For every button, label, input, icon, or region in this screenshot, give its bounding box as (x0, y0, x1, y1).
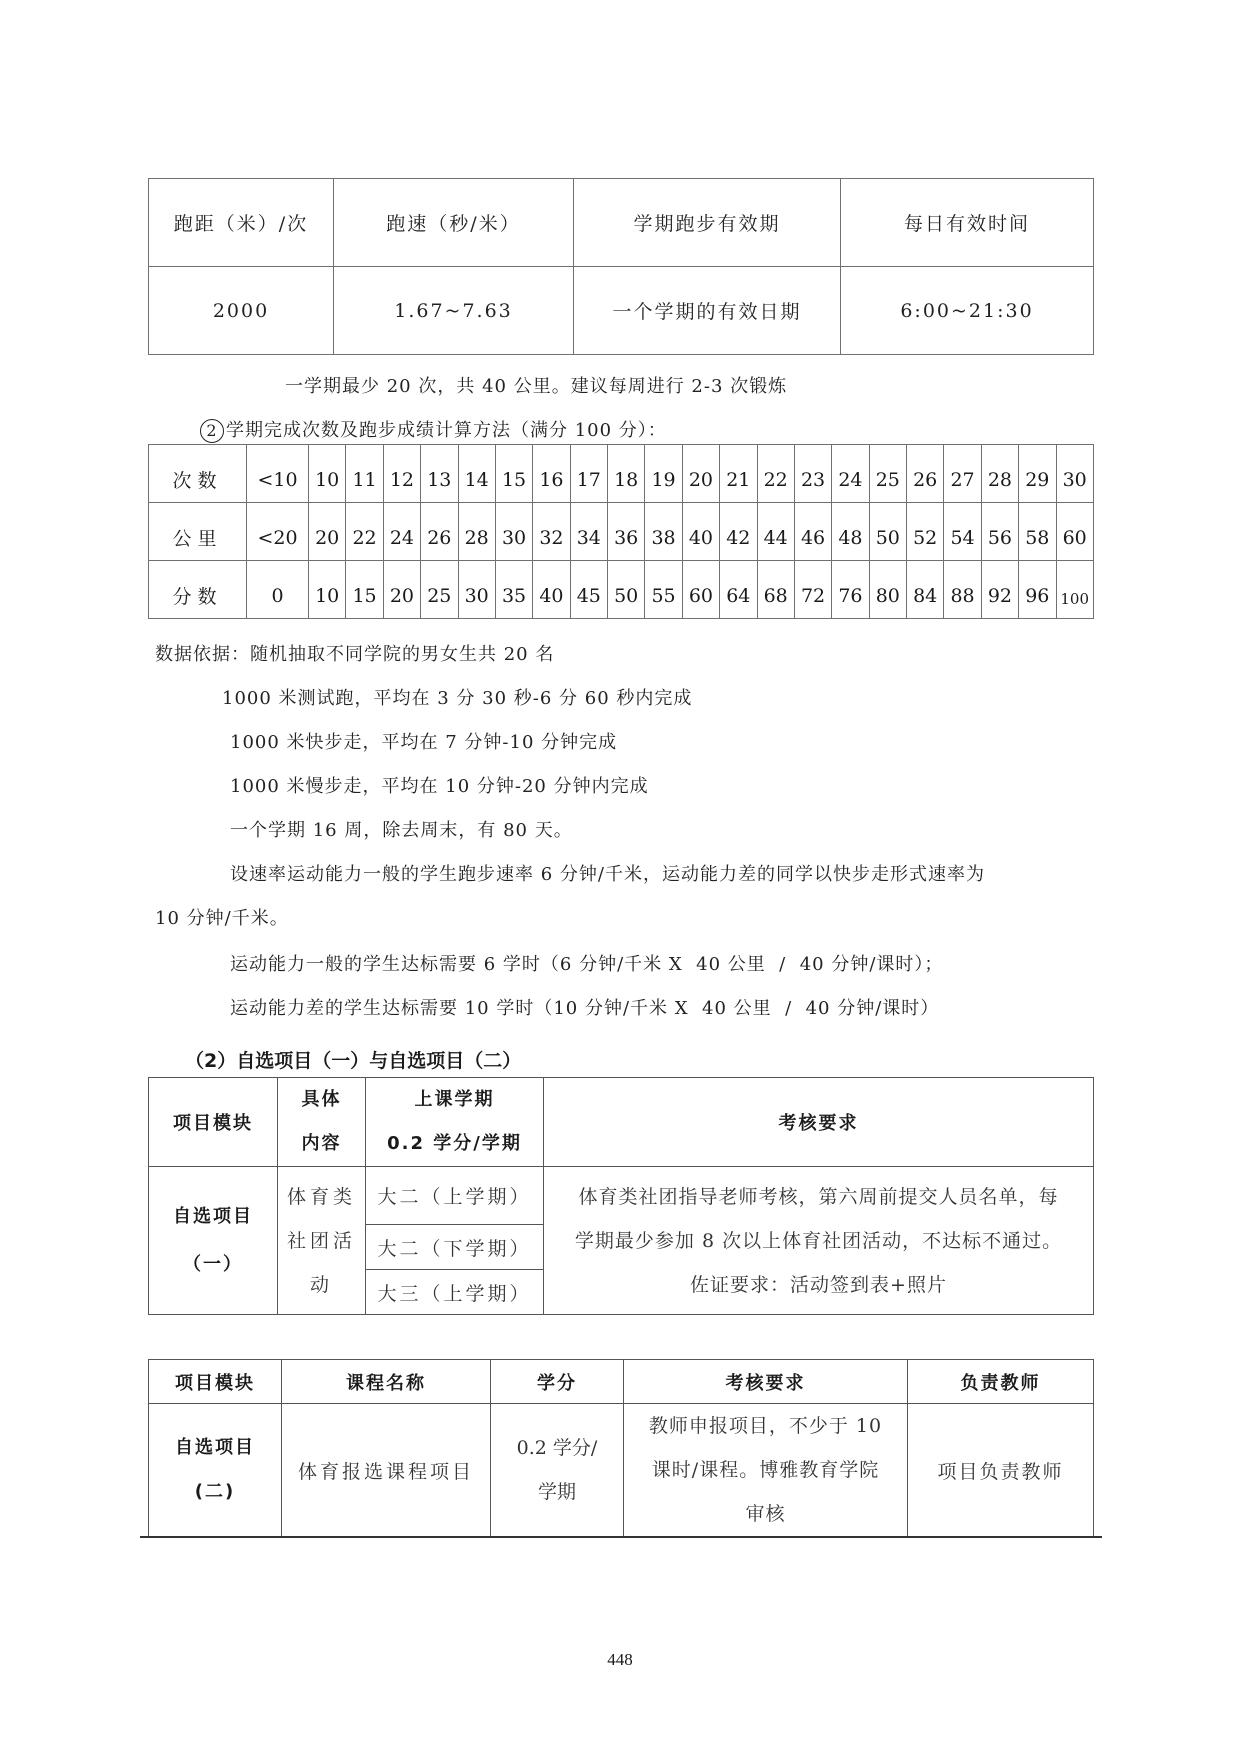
header-line: 具体 (301, 1089, 342, 1110)
basis-line: 1000 米测试跑，平均在 3 分 30 秒-6 分 60 秒内完成 (222, 688, 693, 709)
table-cell: 22 (757, 445, 794, 503)
basis-line: 1000 米慢步走，平均在 10 分钟-20 分钟内完成 (230, 776, 649, 797)
table-cell: 17 (570, 445, 607, 503)
data-basis-title: 数据依据：随机抽取不同学院的男女生共 20 名 (155, 644, 555, 665)
table-cell: 28 (981, 445, 1018, 503)
header-line: 内容 (301, 1133, 342, 1154)
module-line: 自选项目 (175, 1437, 255, 1458)
rate-assumption-line: 设速率运动能力一般的学生跑步速率 6 分钟/千米，运动能力差的同学以快步走形式速率为 (230, 864, 985, 885)
basis-line: 1000 米快步走，平均在 7 分钟-10 分钟完成 (230, 732, 618, 753)
table-header-row (149, 1078, 1094, 1167)
table-cell: 30 (458, 561, 495, 619)
table-row (149, 1404, 1094, 1537)
module-cell (149, 1167, 278, 1315)
credit-line: 学期 (537, 1481, 576, 1503)
credit-line: 0.2 学分/ (516, 1437, 598, 1459)
requirement-line: 课时/课程。博雅教育学院 (651, 1459, 880, 1481)
score-method-heading-text: 学期完成次数及跑步成绩计算方法（满分 100 分）： (226, 420, 667, 441)
table-cell: 76 (832, 561, 869, 619)
table-row (149, 503, 1094, 561)
table-cell: 42 (720, 503, 757, 561)
table-cell: 40 (682, 503, 719, 561)
page-number: 448 (607, 1650, 633, 1669)
table-cell: 56 (981, 503, 1018, 561)
table-cell: 一个学期的有效日期 (574, 267, 841, 355)
table-cell: 19 (645, 445, 682, 503)
content-line: 体育类 (286, 1185, 356, 1208)
teacher-cell: 项目负责教师 (908, 1404, 1094, 1537)
requirement-line: 教师申报项目，不少于 10 (648, 1415, 883, 1437)
table-cell: 44 (757, 503, 794, 561)
table-cell: 13 (421, 445, 458, 503)
table-cell: 14 (458, 445, 495, 503)
table-cell: 80 (869, 561, 906, 619)
section-title: （2）自选项目（一）与自选项目（二） (185, 1050, 522, 1072)
header-cell (278, 1078, 366, 1167)
content-cell (278, 1167, 366, 1315)
table-cell: 29 (1019, 445, 1056, 503)
header-cell: 考核要求 (624, 1360, 908, 1404)
table-cell: 38 (645, 503, 682, 561)
table-cell: 88 (944, 561, 981, 619)
table-cell: 28 (458, 503, 495, 561)
table-cell: 15 (495, 445, 532, 503)
table-cell: 26 (907, 445, 944, 503)
table-cell: 92 (981, 561, 1018, 619)
score-calculation-table (148, 444, 1094, 619)
module-line: (二) (194, 1481, 236, 1502)
table-cell: 20 (383, 561, 420, 619)
table-header-row (149, 179, 1094, 267)
table-header-row (149, 1360, 1094, 1404)
header-line: 上课学期 (414, 1089, 495, 1110)
header-cell: 考核要求 (544, 1078, 1094, 1167)
normal-ability-hours: 运动能力一般的学生达标需要 6 学时（6 分钟/千米 X 40 公里 / 40 分钟/课时）； (230, 954, 944, 975)
run-parameters-table (148, 178, 1094, 355)
table-cell: 25 (421, 561, 458, 619)
elective-two-table (148, 1359, 1094, 1537)
table-cell: 1.67~7.63 (334, 267, 574, 355)
table-cell: 40 (533, 561, 570, 619)
table-cell: 45 (570, 561, 607, 619)
requirement-line: 体育类社团指导老师考核，第六周前提交人员名单，每 (578, 1185, 1059, 1208)
module-line: 自选项目 (173, 1205, 253, 1227)
table-cell: 16 (533, 445, 570, 503)
requirement-line: 佐证要求：活动签到表+照片 (690, 1273, 947, 1296)
header-line: 0.2 学分/学期 (387, 1133, 522, 1154)
table-cell: 48 (832, 503, 869, 561)
table-cell: 6:00~21:30 (841, 267, 1094, 355)
table-cell: <20 (247, 503, 309, 561)
table-cell: 23 (794, 445, 831, 503)
table-cell: 68 (757, 561, 794, 619)
header-cell: 课程名称 (282, 1360, 491, 1404)
table-cell: 35 (495, 561, 532, 619)
term-cell: 大二（上学期） (366, 1167, 544, 1225)
table-cell: 64 (720, 561, 757, 619)
header-cell: 项目模块 (149, 1360, 282, 1404)
table-cell: 10 (309, 561, 346, 619)
table-cell: 30 (495, 503, 532, 561)
table-cell: 21 (720, 445, 757, 503)
header-cell: 跑距（米）/次 (149, 179, 334, 267)
module-line: （一） (183, 1253, 243, 1275)
table-cell: 54 (944, 503, 981, 561)
table-cell: <10 (247, 445, 309, 503)
table-row (149, 1167, 1094, 1225)
table-cell: 20 (309, 503, 346, 561)
table-cell: 72 (794, 561, 831, 619)
table-cell: 12 (383, 445, 420, 503)
table-cell: 60 (682, 561, 719, 619)
table-cell: 96 (1019, 561, 1056, 619)
weak-ability-hours: 运动能力差的学生达标需要 10 学时（10 分钟/千米 X 40 公里 / 40 分钟/课时） (230, 998, 940, 1019)
term-cell: 大三（上学期） (366, 1270, 544, 1315)
basis-line: 一个学期 16 周，除去周末，有 80 天。 (230, 820, 573, 841)
header-cell: 负责教师 (908, 1360, 1094, 1404)
requirement-cell (544, 1167, 1094, 1315)
requirement-cell (624, 1404, 908, 1537)
content-line: 社团活 (286, 1229, 356, 1252)
header-cell: 学分 (491, 1360, 624, 1404)
row-label: 次数 (149, 445, 247, 503)
table-cell: 24 (832, 445, 869, 503)
table-cell: 15 (346, 561, 383, 619)
score-method-heading (200, 416, 667, 443)
header-cell: 跑速（秒/米） (334, 179, 574, 267)
table-cell: 55 (645, 561, 682, 619)
table-row (149, 267, 1094, 355)
credit-cell (491, 1404, 624, 1537)
content-line: 动 (309, 1273, 333, 1296)
table-cell: 22 (346, 503, 383, 561)
table-cell: 18 (608, 445, 645, 503)
table-cell: 60 (1056, 503, 1093, 561)
header-cell (366, 1078, 544, 1167)
circled-number-marker: 2 (200, 419, 224, 443)
table-cell: 11 (346, 445, 383, 503)
table-cell: 46 (794, 503, 831, 561)
minimum-requirement-note: 一学期最少 20 次，共 40 公里。建议每周进行 2-3 次锻炼 (285, 376, 788, 397)
bottom-rule (140, 1536, 1102, 1538)
requirement-line: 学期最少参加 8 次以上体育社团活动，不达标不通过。 (574, 1229, 1063, 1252)
course-name-cell: 体育报选课程项目 (282, 1404, 491, 1537)
table-cell: 0 (247, 561, 309, 619)
elective-one-table (148, 1077, 1094, 1315)
table-cell: 34 (570, 503, 607, 561)
row-label: 分数 (149, 561, 247, 619)
table-row (149, 561, 1094, 619)
table-cell: 26 (421, 503, 458, 561)
header-cell: 项目模块 (149, 1078, 278, 1167)
table-cell: 50 (608, 561, 645, 619)
table-cell: 58 (1019, 503, 1056, 561)
table-cell: 52 (907, 503, 944, 561)
term-cell: 大二（下学期） (366, 1225, 544, 1270)
rate-assumption-line-cont: 10 分钟/千米。 (155, 908, 289, 929)
header-cell: 学期跑步有效期 (574, 179, 841, 267)
table-cell: 32 (533, 503, 570, 561)
row-label: 公里 (149, 503, 247, 561)
table-cell: 36 (608, 503, 645, 561)
table-cell: 100 (1056, 561, 1093, 619)
table-cell: 50 (869, 503, 906, 561)
table-cell: 24 (383, 503, 420, 561)
table-cell: 10 (309, 445, 346, 503)
table-cell: 84 (907, 561, 944, 619)
table-cell: 2000 (149, 267, 334, 355)
requirement-line: 审核 (745, 1503, 786, 1525)
table-cell: 20 (682, 445, 719, 503)
header-cell: 每日有效时间 (841, 179, 1094, 267)
table-cell: 30 (1056, 445, 1093, 503)
table-cell: 25 (869, 445, 906, 503)
table-cell: 27 (944, 445, 981, 503)
module-cell (149, 1404, 282, 1537)
table-row (149, 445, 1094, 503)
